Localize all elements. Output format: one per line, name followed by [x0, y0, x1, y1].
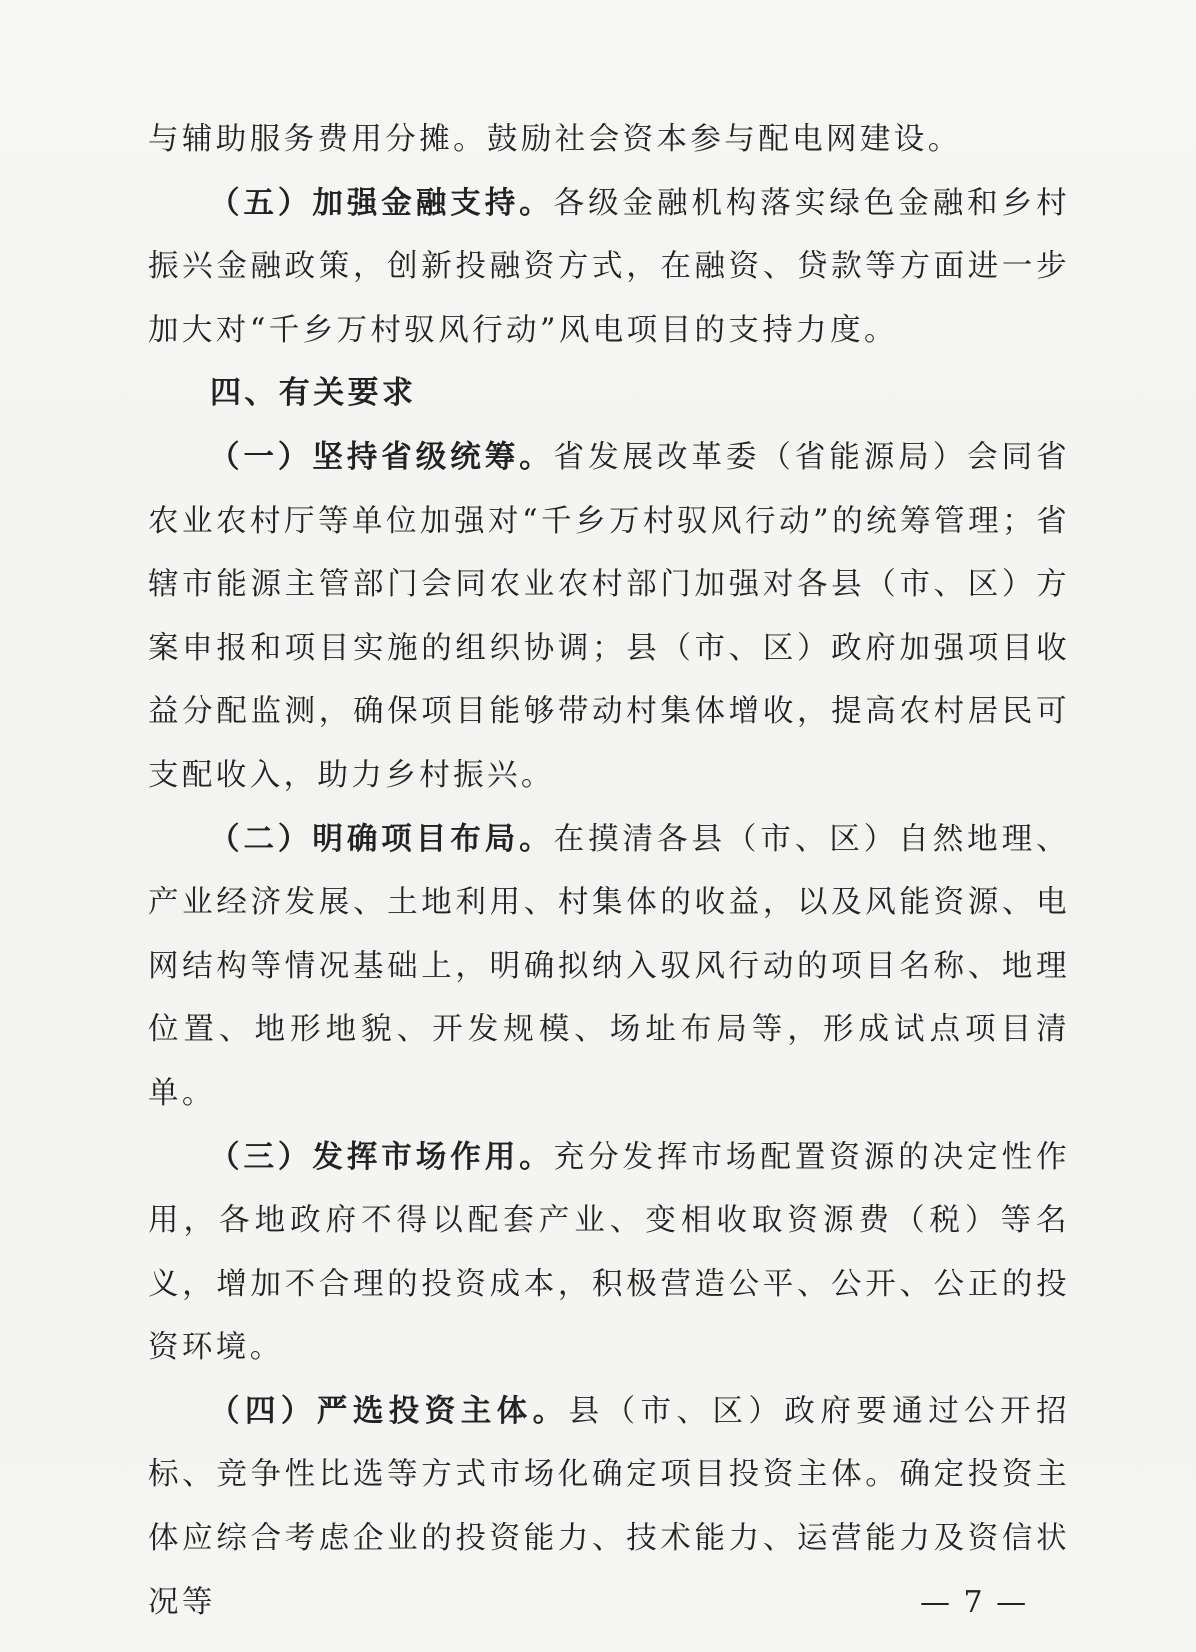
document-body	[148, 108, 1070, 1634]
paragraph-text: 省发展改革委（省能源局）会同省农业农村厅等单位加强对“千乡万村驭风行动”的统筹管理；省辖市能源主管部门会同农业农村部门加强对各县（市、区）方案申报和项目实施的组织协调；县（市、区）政府加强项目收益分配监测，确保项目能够带动村集体增收，提高农村居民可支配收入，助力乡村振兴。	[148, 439, 1070, 793]
paragraph-continuation	[148, 108, 1070, 172]
paragraph-lead: （三）发挥市场作用。	[209, 1138, 554, 1175]
paragraph-text: 在摸清各县（市、区）自然地理、产业经济发展、土地利用、村集体的收益，以及风能资源、电网结构等情况基础上，明确拟纳入驭风行动的项目名称、地理位置、地形地貌、开发规模、场址布局等，形成试点项目清单。	[148, 821, 1070, 1111]
paragraph-market-role	[148, 1126, 1070, 1380]
paragraph-financial-support	[148, 172, 1070, 363]
paragraph-provincial-coordination	[148, 426, 1070, 808]
page-number: — 7 —	[920, 1585, 1029, 1620]
paragraph-lead: （四）严选投资主体。	[209, 1392, 569, 1429]
paragraph-project-layout	[148, 808, 1070, 1126]
paragraph-text: 各级金融机构落实绿色金融和乡村振兴金融政策，创新投融资方式，在融资、贷款等方面进一步加大对“千乡万村驭风行动”风电项目的支持力度。	[148, 185, 1070, 348]
paragraph-text: 充分发挥市场配置资源的决定性作用，各地政府不得以配套产业、变相收取资源费（税）等名义，增加不合理的投资成本，积极营造公平、公开、公正的投资环境。	[148, 1139, 1070, 1366]
paragraph-lead: （二）明确项目布局。	[209, 820, 554, 857]
paragraph-lead: （一）坚持省级统筹。	[209, 438, 554, 475]
paragraph-text: 与辅助服务费用分摊。鼓励社会资本参与配电网建设。	[148, 122, 962, 157]
paragraph-text: 县（市、区）政府要通过公开招标、竞争性比选等方式市场化确定项目投资主体。确定投资主体应综合考虑企业的投资能力、技术能力、运营能力及资信状况等	[148, 1393, 1070, 1620]
paragraph-lead: （五）加强金融支持。	[209, 184, 554, 221]
section-heading: 四、有关要求	[210, 375, 417, 412]
